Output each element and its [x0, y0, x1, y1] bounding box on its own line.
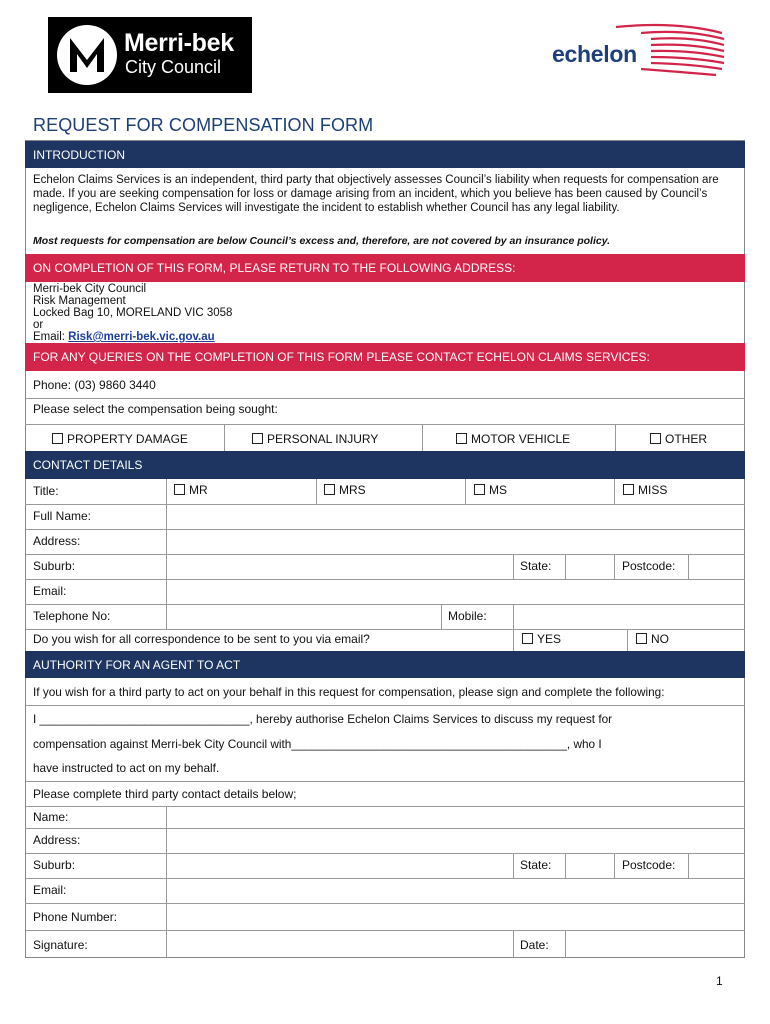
telephone-field[interactable]: [167, 605, 441, 629]
divider: [422, 424, 423, 451]
checkbox-icon[interactable]: [623, 484, 634, 495]
mobile-field[interactable]: [514, 605, 744, 629]
agent-address-label: Address:: [33, 833, 81, 847]
signature-label: Signature:: [33, 938, 88, 952]
echelon-wordmark: echelon: [552, 41, 637, 67]
merri-bek-name: Merri-bek: [124, 29, 234, 57]
divider: [614, 479, 615, 504]
agent-state-field[interactable]: [566, 854, 614, 878]
page-title: REQUEST FOR COMPENSATION FORM: [33, 115, 374, 135]
telephone-label: Telephone No:: [33, 609, 111, 623]
agent-header: AUTHORITY FOR AN AGENT TO ACT: [25, 651, 745, 678]
email-label: Email:: [33, 584, 67, 598]
signature-field[interactable]: [167, 931, 513, 958]
agent-intro: If you wish for a third party to act on your behalf in this request for compensation, please sign and complete the following:: [33, 685, 665, 699]
divider: [615, 424, 616, 451]
option-label: PERSONAL INJURY: [267, 432, 379, 446]
email-question: Do you wish for all correspondence to be sent to you via email?: [33, 632, 370, 646]
mobile-label: Mobile:: [448, 609, 487, 623]
address-line-3: Locked Bag 10, MORELAND VIC 3058: [33, 307, 233, 319]
full-name-label: Full Name:: [33, 509, 92, 523]
checkbox-icon[interactable]: [636, 633, 647, 644]
merri-bek-emblem-icon: [56, 24, 118, 86]
divider: [25, 705, 745, 706]
date-field[interactable]: [566, 931, 744, 958]
email-field[interactable]: [167, 580, 744, 604]
divider: [513, 554, 514, 579]
checkbox-icon[interactable]: [522, 633, 533, 644]
mr-checkbox[interactable]: [174, 483, 208, 497]
agent-phone-label: Phone Number:: [33, 910, 118, 924]
address-line-1: Merri-bek City Council: [33, 283, 147, 295]
address-label: Address:: [33, 534, 81, 548]
merri-bek-logo: [48, 17, 252, 93]
address-line-2: Risk Management: [33, 295, 126, 307]
divider: [627, 629, 628, 651]
divider: [25, 424, 745, 425]
agent-email-label: Email:: [33, 883, 67, 897]
agent-address-field[interactable]: [167, 829, 744, 853]
motor-vehicle-checkbox[interactable]: [456, 432, 570, 446]
divider: [465, 479, 466, 504]
title-option-label: MS: [489, 483, 507, 497]
state-label: State:: [520, 559, 552, 573]
page-number: 1: [716, 974, 723, 988]
suburb-field[interactable]: [167, 555, 513, 579]
option-label: MOTOR VEHICLE: [471, 432, 571, 446]
agent-state-label: State:: [520, 858, 552, 872]
suburb-label: Suburb:: [33, 559, 76, 573]
option-label: OTHER: [665, 432, 707, 446]
divider: [513, 629, 514, 651]
mrs-checkbox[interactable]: [324, 483, 366, 497]
agent-suburb-field[interactable]: [167, 854, 513, 878]
personal-injury-checkbox[interactable]: [252, 432, 378, 446]
title-option-label: MRS: [339, 483, 366, 497]
checkbox-icon[interactable]: [252, 433, 263, 444]
divider: [224, 424, 225, 451]
email-prefix: Email:: [33, 331, 69, 343]
return-address-header: ON COMPLETION OF THIS FORM, PLEASE RETURN TO THE FOLLOWING ADDRESS:: [25, 254, 745, 282]
intro-note: Most requests for compensation are below Council’s excess and, therefore, are not covered by an insurance policy.: [33, 235, 611, 247]
divider: [316, 479, 317, 504]
title-option-label: MR: [189, 483, 208, 497]
date-label: Date:: [520, 938, 549, 952]
authorise-line-1: I ________________________________, hereby authorise Echelon Claims Services to discuss my request for: [33, 712, 613, 726]
ms-checkbox[interactable]: [474, 483, 507, 497]
divider: [614, 554, 615, 579]
checkbox-icon[interactable]: [650, 433, 661, 444]
intro-body: Echelon Claims Services is an independent, third party that objectively assesses Council’s liability when requests for compensation are made. If you are seeking compensation for loss or damage arising from an incident, which you believe has been caused by Council’s negligence, Echelon Claims Services will investigate the incident to establish whether Council has any legal liability.: [33, 174, 719, 214]
title-option-label: MISS: [638, 483, 668, 497]
divider: [25, 781, 745, 782]
postcode-field[interactable]: [689, 555, 744, 579]
state-field[interactable]: [566, 555, 614, 579]
miss-checkbox[interactable]: [623, 483, 667, 497]
address-line-4: or: [33, 319, 44, 331]
email-no-checkbox[interactable]: [636, 632, 669, 646]
authorise-line-3: have instructed to act on my behalf.: [33, 761, 220, 775]
divider: [441, 604, 442, 629]
agent-name-field[interactable]: [167, 807, 744, 828]
option-label: PROPERTY DAMAGE: [67, 432, 188, 446]
risk-email-link[interactable]: Risk@merri-bek.vic.gov.au: [68, 331, 215, 343]
property-damage-checkbox[interactable]: [52, 432, 188, 446]
address-field[interactable]: [167, 530, 744, 554]
no-label: NO: [651, 632, 669, 646]
title-label: Title:: [33, 484, 59, 498]
intro-header: INTRODUCTION: [25, 141, 745, 168]
checkbox-icon[interactable]: [174, 484, 185, 495]
divider: [25, 629, 745, 630]
checkbox-icon[interactable]: [52, 433, 63, 444]
divider: [25, 398, 745, 399]
postcode-label: Postcode:: [622, 559, 676, 573]
phone-number: Phone: (03) 9860 3440: [33, 378, 156, 392]
authorise-line-2: compensation against Merri-bek City Council with__________________________________________, who I: [33, 737, 602, 751]
divider: [513, 853, 514, 878]
agent-email-field[interactable]: [167, 879, 744, 903]
merri-bek-subtitle: City Council: [125, 57, 222, 77]
checkbox-icon[interactable]: [474, 484, 485, 495]
divider: [513, 930, 514, 958]
complete-prompt: Please complete third party contact details below;: [33, 787, 297, 801]
agent-postcode-label: Postcode:: [622, 858, 676, 872]
divider: [614, 853, 615, 878]
checkbox-icon[interactable]: [324, 484, 335, 495]
other-checkbox[interactable]: [650, 432, 707, 446]
agent-postcode-field[interactable]: [689, 854, 744, 878]
echelon-logo: [546, 23, 726, 81]
contact-details-header: CONTACT DETAILS: [25, 451, 745, 479]
agent-phone-field[interactable]: [167, 904, 744, 930]
checkbox-icon[interactable]: [456, 433, 467, 444]
select-prompt: Please select the compensation being sought:: [33, 402, 278, 416]
agent-suburb-label: Suburb:: [33, 858, 76, 872]
yes-label: YES: [537, 632, 562, 646]
email-line: [33, 331, 215, 343]
email-yes-checkbox[interactable]: [522, 632, 561, 646]
agent-name-label: Name:: [33, 810, 69, 824]
queries-header: FOR ANY QUERIES ON THE COMPLETION OF THIS FORM PLEASE CONTACT ECHELON CLAIMS SERVICES:: [25, 343, 745, 371]
full-name-field[interactable]: [167, 505, 744, 529]
